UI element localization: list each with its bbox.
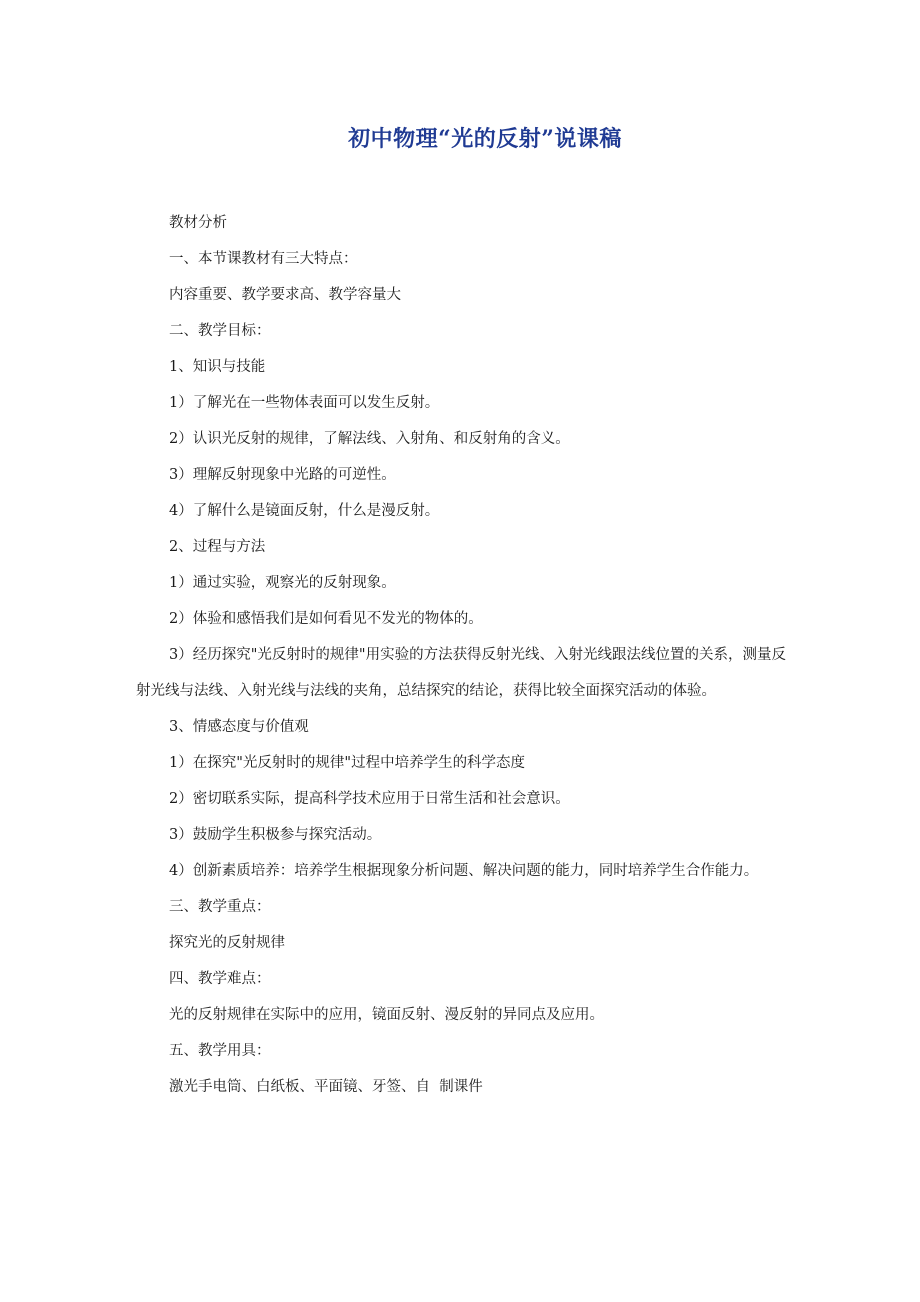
paragraph: 4）创新素质培养：培养学生根据现象分析问题、解决问题的能力，同时培养学生合作能力。 <box>169 863 759 879</box>
paragraph: 激光手电筒、白纸板、平面镜、牙签、自 制课件 <box>169 1079 483 1095</box>
paragraph: 二、教学目标： <box>169 323 271 339</box>
paragraph: 2）密切联系实际，提高科学技术应用于日常生活和社会意识。 <box>169 791 570 807</box>
paragraph: 内容重要、教学要求高、教学容量大 <box>169 287 401 303</box>
paragraph: 1、知识与技能 <box>169 359 266 375</box>
paragraph: 四、教学难点： <box>169 971 271 987</box>
paragraph: 3）经历探究"光反射时的规律"用实验的方法获得反射光线、入射光线跟法线位置的关系，测量反射光线与法线、入射光线与法线的夹角，总结探究的结论，获得比较全面探究活动的体验。 <box>136 647 787 699</box>
paragraph: 一、本节课教材有三大特点： <box>169 251 358 267</box>
document-body <box>136 205 796 1105</box>
paragraph: 五、教学用具： <box>169 1043 271 1059</box>
paragraph: 三、教学重点： <box>169 899 271 915</box>
paragraph: 光的反射规律在实际中的应用，镜面反射、漫反射的异同点及应用。 <box>169 1007 604 1023</box>
paragraph: 3）理解反射现象中光路的可逆性。 <box>169 467 396 483</box>
paragraph: 4）了解什么是镜面反射，什么是漫反射。 <box>169 503 440 519</box>
paragraph: 1）了解光在一些物体表面可以发生反射。 <box>169 395 440 411</box>
paragraph: 1）通过实验，观察光的反射现象。 <box>169 575 396 591</box>
paragraph: 1）在探究"光反射时的规律"过程中培养学生的科学态度 <box>169 755 526 771</box>
paragraph: 教材分析 <box>169 215 227 231</box>
paragraph: 2、过程与方法 <box>169 539 266 555</box>
paragraph: 3、情感态度与价值观 <box>169 719 309 735</box>
paragraph: 2）认识光反射的规律，了解法线、入射角、和反射角的含义。 <box>169 431 570 447</box>
document-title: 初中物理“光的反射”说课稿 <box>348 126 622 152</box>
paragraph: 2）体验和感悟我们是如何看见不发光的物体的。 <box>169 611 483 627</box>
paragraph: 3）鼓励学生积极参与探究活动。 <box>169 827 382 843</box>
paragraph: 探究光的反射规律 <box>169 935 285 951</box>
